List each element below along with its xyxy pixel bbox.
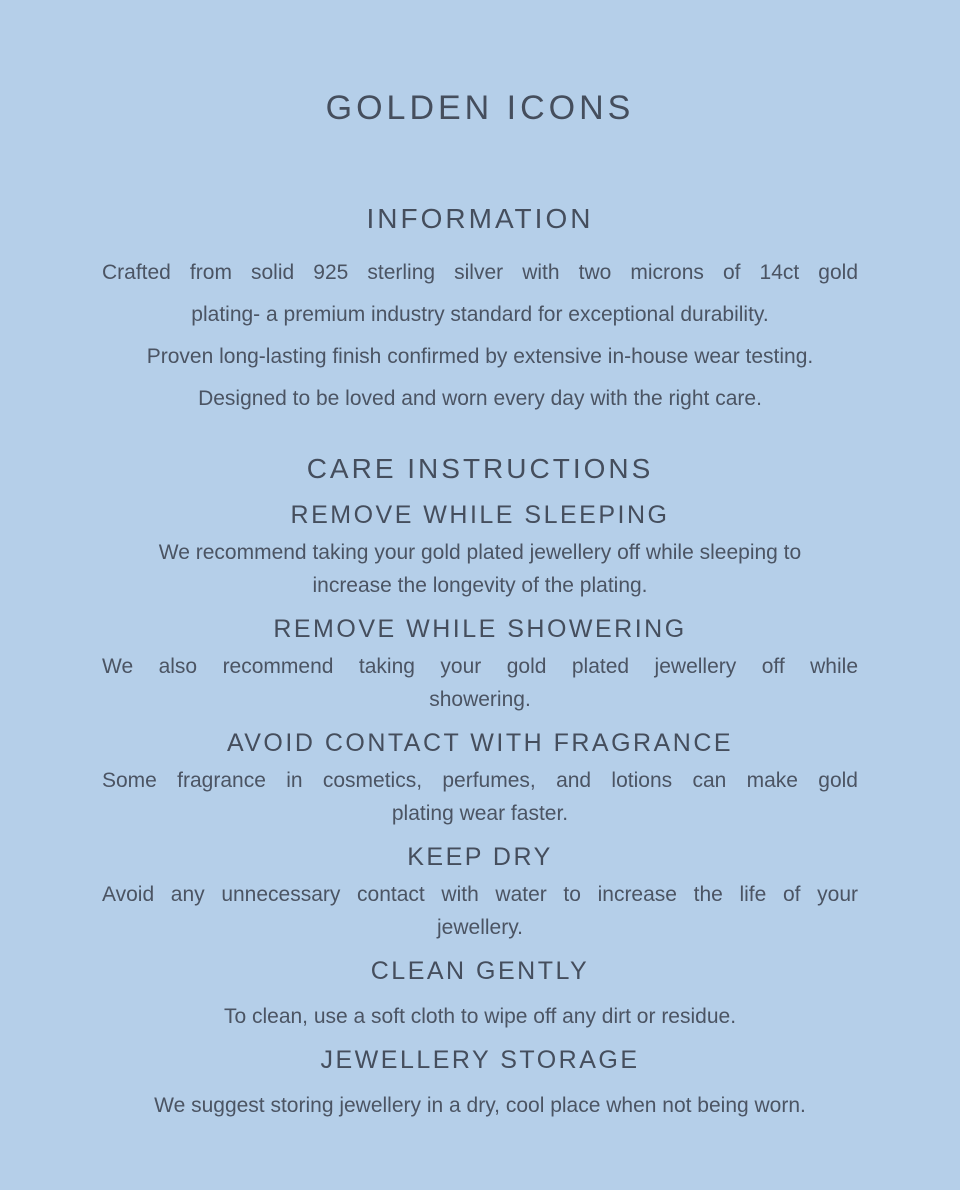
care-subsection-keep-dry xyxy=(102,842,858,944)
care-subsection-paragraph xyxy=(102,1000,858,1033)
information-line: Designed to be loved and worn every day with the right care. xyxy=(198,387,762,410)
care-subsection-clean-gently xyxy=(102,956,858,1033)
care-subsection-heading: AVOID CONTACT WITH FRAGRANCE xyxy=(226,729,734,757)
information-line: plating- a premium industry standard for exceptional durability. xyxy=(191,303,769,326)
care-text-line: Avoid any unnecessary contact with water to increase the life of your xyxy=(102,883,858,906)
care-subsection-jewellery-storage xyxy=(102,1045,858,1122)
care-subsection-paragraph xyxy=(102,1089,858,1122)
page-title: GOLDEN ICONS xyxy=(325,89,635,127)
care-text-line: Some fragrance in cosmetics, perfumes, and lotions can make gold xyxy=(102,769,858,792)
care-text-line: increase the longevity of the plating. xyxy=(312,574,648,597)
care-subsection-paragraph xyxy=(102,878,858,944)
care-text-line: To clean, use a soft cloth to wipe off any dirt or residue. xyxy=(223,1005,737,1028)
care-subsection-paragraph xyxy=(102,536,858,602)
care-text-line: showering. xyxy=(429,688,531,711)
care-text-line: We recommend taking your gold plated jewellery off while sleeping to xyxy=(158,541,802,564)
information-section xyxy=(102,202,858,420)
information-paragraph xyxy=(102,252,858,420)
care-subsection-remove-while-sleeping xyxy=(102,500,858,602)
care-subsection-heading: REMOVE WHILE SLEEPING xyxy=(290,501,670,529)
care-subsection-heading: KEEP DRY xyxy=(407,843,553,871)
care-text-line: plating wear faster. xyxy=(391,802,569,825)
information-heading: INFORMATION xyxy=(366,203,594,234)
care-subsection-paragraph xyxy=(102,650,858,716)
care-text-line: jewellery. xyxy=(437,916,523,939)
care-subsection-heading: CLEAN GENTLY xyxy=(370,957,590,985)
care-instructions-section xyxy=(102,452,858,1122)
care-subsection-avoid-fragrance xyxy=(102,728,858,830)
care-text-line: We suggest storing jewellery in a dry, cool place when not being worn. xyxy=(154,1094,806,1117)
information-line: Proven long-lasting finish confirmed by extensive in-house wear testing. xyxy=(146,345,814,368)
care-subsection-heading: JEWELLERY STORAGE xyxy=(320,1046,640,1074)
care-subsection-remove-while-showering xyxy=(102,614,858,716)
information-line: Crafted from solid 925 sterling silver with two microns of 14ct gold xyxy=(102,261,858,284)
care-subsection-paragraph xyxy=(102,764,858,830)
care-instructions-heading: CARE INSTRUCTIONS xyxy=(306,453,654,484)
care-text-line: We also recommend taking your gold plated jewellery off while xyxy=(102,655,858,678)
care-subsection-heading: REMOVE WHILE SHOWERING xyxy=(273,615,687,643)
